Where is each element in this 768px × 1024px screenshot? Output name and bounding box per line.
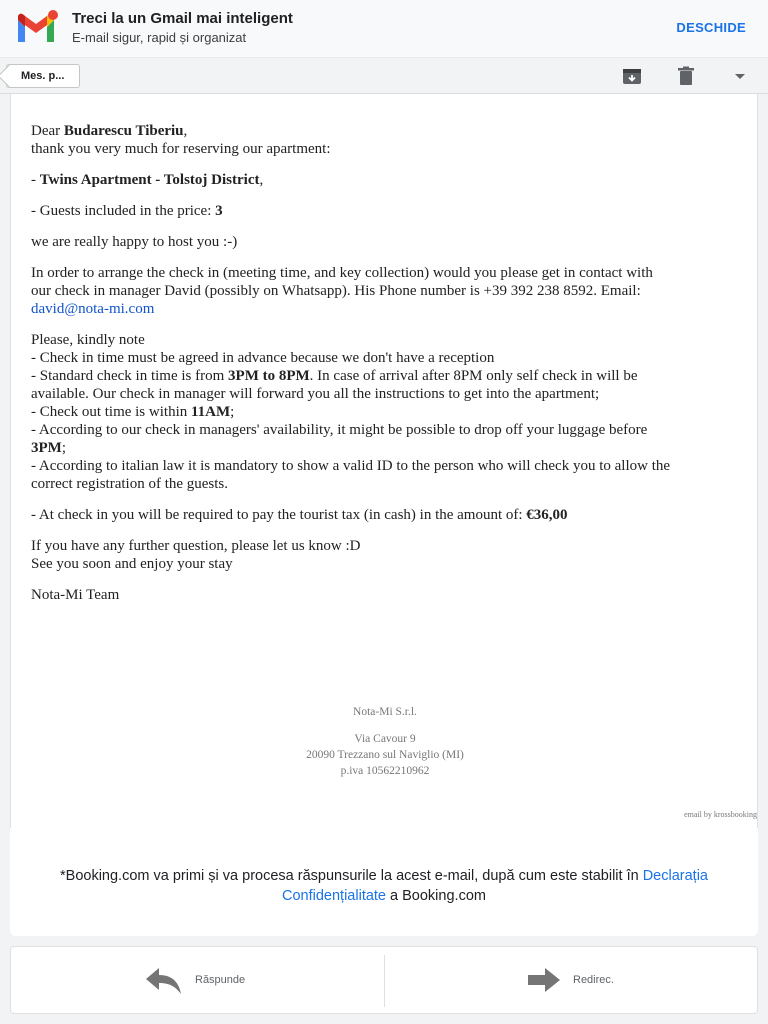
guests-line: - Guests included in the price: 3 bbox=[31, 203, 223, 219]
email-body bbox=[10, 94, 758, 828]
signature: Nota-Mi Team bbox=[31, 587, 120, 603]
archive-icon[interactable] bbox=[622, 66, 642, 86]
dropdown-arrow-icon[interactable] bbox=[730, 66, 750, 86]
reply-actions-bar bbox=[10, 946, 758, 1014]
booking-disclaimer: *Booking.com va primi și va procesa răspunsurile la acest e-mail, după cum este stabilit în Declarația Confidențialitate a Booking.com bbox=[10, 828, 758, 936]
notes-title: Please, kindly note bbox=[31, 332, 145, 348]
apartment-name: Twins Apartment - Tolstoj District bbox=[39, 172, 260, 188]
forward-button[interactable] bbox=[525, 947, 768, 1015]
checkin-paragraph: In order to arrange the check in (meeting time, and key collection) would you please get in contact with our check in manager David (possibly on Whatsapp). His Phone number is +39 392 238 8592. Email: david@nota-mi.com bbox=[31, 265, 653, 317]
forward-label: Redirec. bbox=[573, 974, 614, 986]
open-app-button[interactable]: DESCHIDE bbox=[676, 20, 746, 35]
checkout-time: 11AM bbox=[190, 404, 231, 420]
note-reception: - Check in time must be agreed in advance because we don't have a reception bbox=[31, 350, 495, 366]
notes-paragraph: Please, kindly note - Check in time must be agreed in advance because we don't have a reception - Standard check in time is from 3PM to 8PM. In case of arrival after 8PM only self check in will be available. Our check in manager will forward you all the instructions to get into the apartment; - Check out time is within 11AM; - According to our check in managers' availability, it might be possible to drop off your luggage before 3PM; - According to italian law it is mandatory to show a valid ID to the person who will check you to allow the correct registration of the guests. bbox=[31, 332, 671, 492]
reply-button[interactable] bbox=[141, 947, 441, 1015]
trash-icon[interactable] bbox=[676, 66, 696, 86]
forward-arrow-icon bbox=[527, 967, 561, 995]
luggage-time: 3PM bbox=[31, 440, 62, 456]
message-toolbar bbox=[0, 58, 768, 94]
reply-label: Răspunde bbox=[195, 974, 246, 986]
thanks-line: thank you very much for reserving our apartment: bbox=[31, 141, 331, 157]
tax-line: - At check in you will be required to pay the tourist tax (in cash) in the amount of: €36,00 bbox=[31, 507, 568, 523]
checkin-hours: 3PM to 8PM bbox=[228, 368, 310, 384]
banner-title: Treci la un Gmail mai inteligent bbox=[72, 10, 293, 27]
privacy-link[interactable]: Declarația bbox=[642, 868, 708, 884]
guests-count: 3 bbox=[215, 203, 223, 219]
reply-arrow-icon bbox=[145, 967, 183, 995]
privacy-link-cont[interactable]: Confidențialitate bbox=[282, 888, 387, 904]
banner-subtitle: E-mail sigur, rapid și organizat bbox=[72, 30, 247, 45]
gmail-app-banner bbox=[0, 0, 768, 58]
happy-line: we are really happy to host you :-) bbox=[31, 234, 238, 250]
contact-email-link[interactable]: david@nota-mi.com bbox=[31, 301, 155, 317]
actions-divider bbox=[384, 955, 385, 1007]
back-button[interactable] bbox=[6, 64, 80, 88]
closing: If you have any further question, please let us know :D See you soon and enjoy your stay bbox=[31, 538, 361, 572]
email-content bbox=[31, 122, 758, 617]
back-button-label: Mes. p... bbox=[21, 70, 65, 82]
tax-amount: €36,00 bbox=[526, 507, 568, 523]
gmail-logo-icon bbox=[14, 10, 58, 46]
greeting: Dear Budarescu Tiberiu, thank you very much for reserving our apartment: bbox=[31, 123, 331, 157]
company-address: Via Cavour 9 20090 Trezzano sul Naviglio (MI) p.iva 10562210962 bbox=[11, 731, 758, 779]
company-name: Nota-Mi S.r.l. bbox=[353, 706, 417, 718]
guest-name: Budarescu Tiberiu bbox=[63, 123, 184, 139]
email-credit: email by krossbooking bbox=[684, 810, 757, 819]
apartment-line: - Twins Apartment - Tolstoj District, bbox=[31, 172, 264, 188]
vat-number: p.iva 10562210962 bbox=[340, 765, 430, 777]
